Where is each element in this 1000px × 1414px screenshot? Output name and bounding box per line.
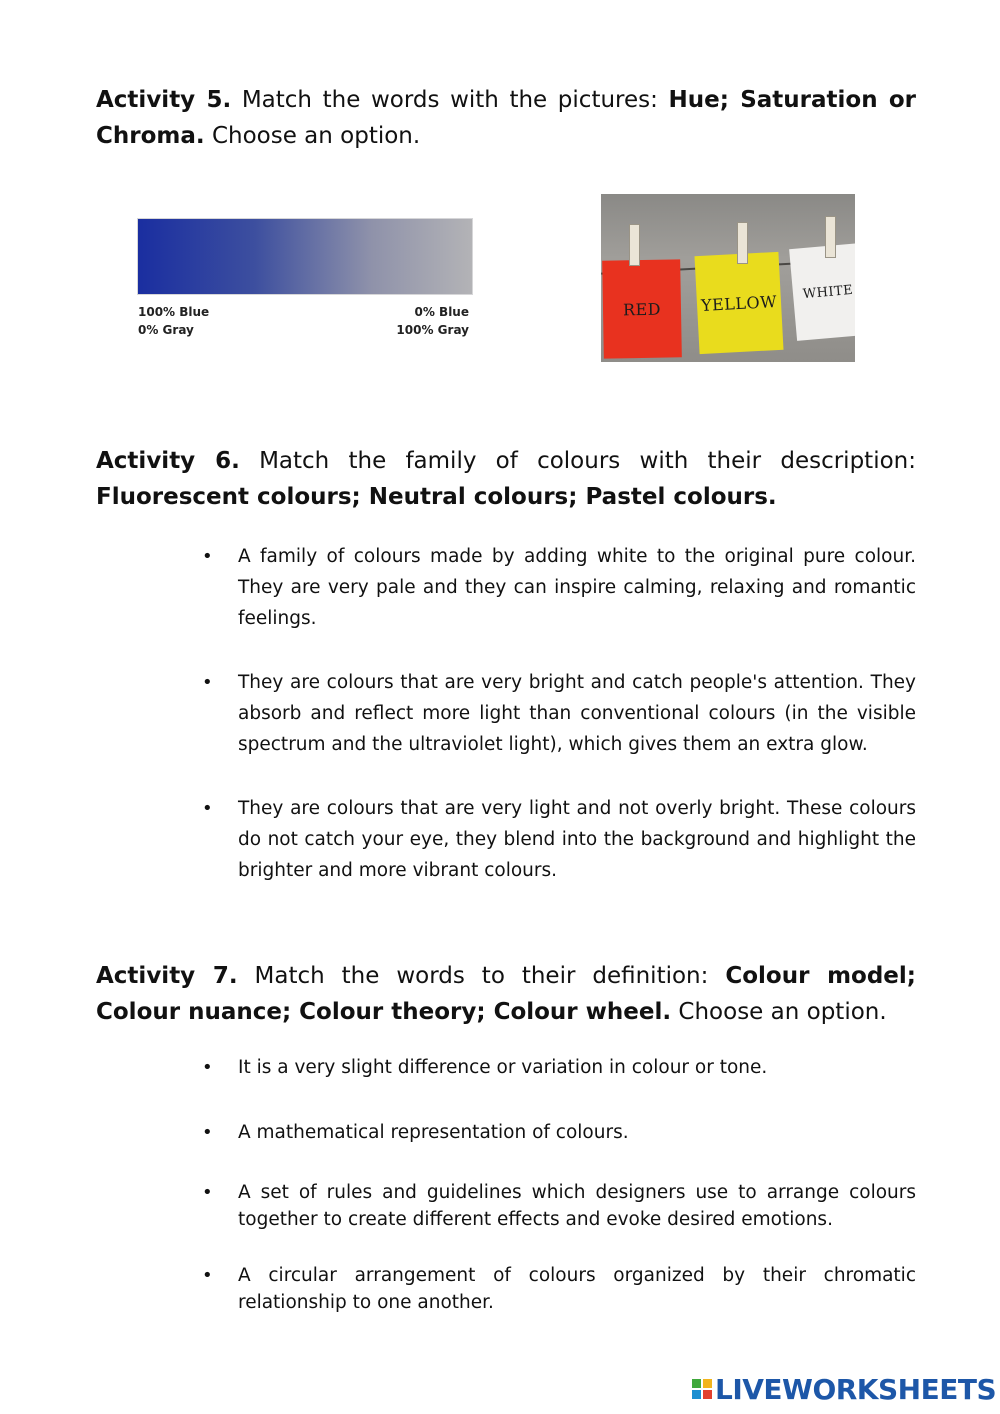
gradient-left-line2: 0% Gray xyxy=(138,323,194,337)
liveworksheets-logo[interactable] xyxy=(692,1372,996,1406)
gradient-left-line1: 100% Blue xyxy=(138,305,210,319)
activity-6-intro: Match the family of colours with their description: xyxy=(259,448,916,474)
list-item: • A family of colours made by adding white to the original pure colour. They are very pale and they can inspire calming, relaxing and romantic feelings. xyxy=(200,541,916,634)
gradient-right-line1: 0% Blue xyxy=(414,305,469,319)
activity-6-heading xyxy=(96,443,916,515)
gradient-right-label xyxy=(396,303,469,339)
list-item: • It is a very slight difference or variation in colour or tone. xyxy=(200,1054,916,1081)
white-card xyxy=(789,243,855,341)
activity-7-title: Activity 7. xyxy=(96,963,238,989)
clothespin-icon xyxy=(629,224,640,266)
red-card-label: RED xyxy=(622,299,662,319)
clothespin-icon xyxy=(825,216,836,258)
activity-7-list xyxy=(200,1054,916,1316)
liveworksheets-logo-icon xyxy=(692,1379,712,1399)
activity-6-list xyxy=(200,541,916,919)
list-item: • A mathematical representation of colours. xyxy=(200,1119,916,1146)
activity-7-intro: Match the words to their definition: xyxy=(254,963,709,989)
activity-7-outro: Choose an option. xyxy=(678,999,887,1025)
gradient-right-line2: 100% Gray xyxy=(396,323,469,337)
activity-5-title: Activity 5. xyxy=(96,87,232,113)
saturation-gradient-figure xyxy=(137,218,473,342)
red-card xyxy=(602,259,682,358)
activity-7-terms: Colour model; Colour nuance; Colour theory; Colour wheel. xyxy=(96,963,916,1025)
hue-cards-photo xyxy=(601,194,855,362)
clothespin-icon xyxy=(737,222,748,264)
activity-5-outro: Choose an option. xyxy=(211,123,421,149)
yellow-card xyxy=(694,252,783,354)
activity-5-intro: Match the words with the pictures: xyxy=(241,87,658,113)
activity-5-terms: Hue; Saturation or Chroma. xyxy=(96,87,917,149)
list-item: • A set of rules and guidelines which designers use to arrange colours together to create different effects and evoke desired emotions. xyxy=(200,1179,916,1233)
list-item: • They are colours that are very bright and catch people's attention. They absorb and reflect more light than conventional colours (in the visible spectrum and the ultraviolet light), which gives them an extra glow. xyxy=(200,667,916,760)
activity-6-title: Activity 6. xyxy=(96,448,240,474)
activity-6-terms: Fluorescent colours; Neutral colours; Pastel colours. xyxy=(96,484,777,510)
blue-gray-gradient-bar xyxy=(137,218,473,295)
activity-7-heading xyxy=(96,958,916,1030)
liveworksheets-logo-text: LIVEWORKSHEETS xyxy=(715,1372,997,1406)
yellow-card-label: YELLOW xyxy=(700,291,778,315)
white-card-label: WHITE xyxy=(802,282,854,302)
activity-5-heading xyxy=(96,82,916,154)
list-item: • A circular arrangement of colours organized by their chromatic relationship to one another. xyxy=(200,1262,916,1316)
gradient-left-label xyxy=(138,303,209,339)
list-item: • They are colours that are very light and not overly bright. These colours do not catch your eye, they blend into the background and highlight the brighter and more vibrant colours. xyxy=(200,793,916,886)
